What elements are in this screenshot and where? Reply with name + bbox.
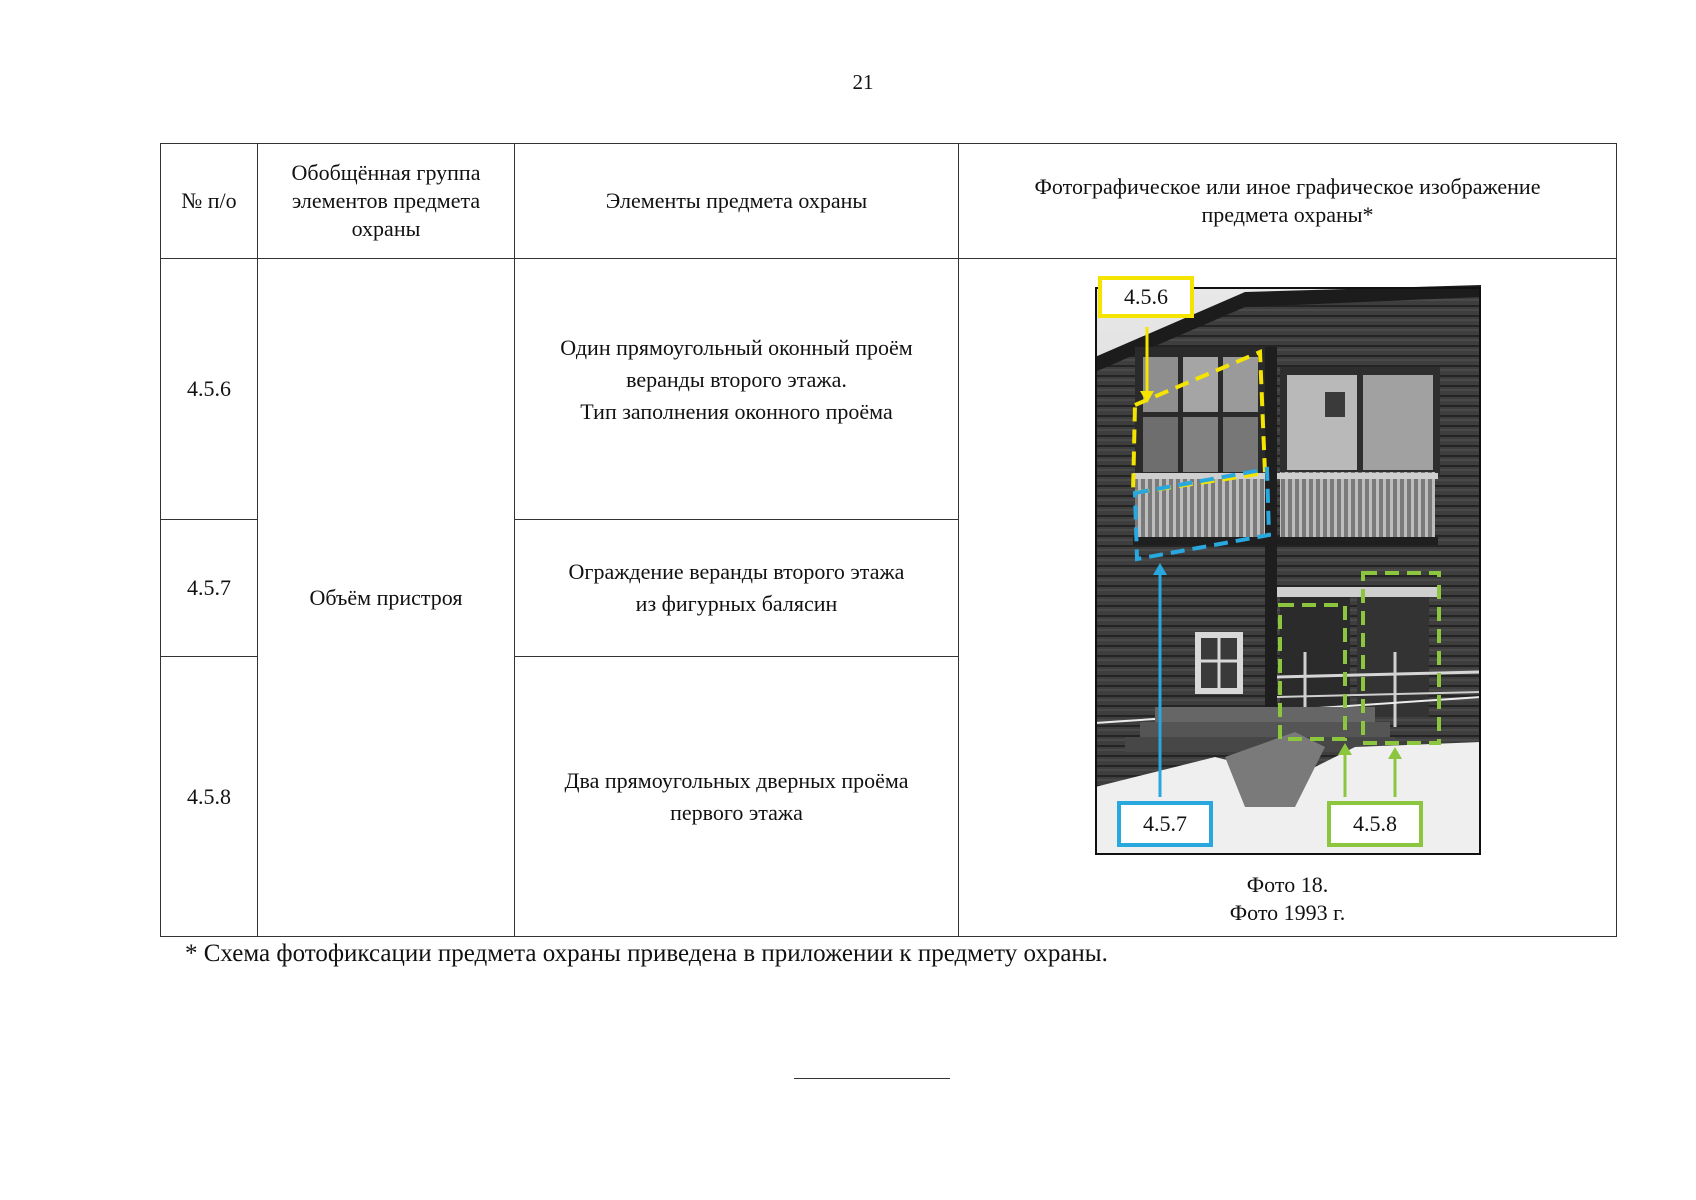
element-line: первого этажа <box>670 799 803 825</box>
group-cell: Объём пристроя <box>258 259 515 937</box>
row-number: 4.5.6 <box>161 259 258 520</box>
element-line: Тип заполнения оконного проёма <box>580 399 893 424</box>
element-line: Два прямоугольных дверных проёма <box>564 767 909 793</box>
element-cell <box>515 520 959 657</box>
element-line: Ограждение веранды второго этажа <box>568 559 905 584</box>
element-cell <box>515 259 959 520</box>
header-number: № п/о <box>161 144 258 259</box>
header-group: Обобщённая группа элементов предмета охраны <box>258 144 515 259</box>
header-image: Фотографическое или иное графическое изображение предмета охраны* <box>959 144 1617 259</box>
house-photo <box>1095 287 1481 855</box>
header-elements: Элементы предмета охраны <box>515 144 959 259</box>
caption-line: Фото 1993 г. <box>1229 900 1346 925</box>
label-4-5-8: 4.5.8 <box>1327 801 1423 847</box>
photo-caption <box>959 871 1616 927</box>
caption-line: Фото 18. <box>1246 872 1329 897</box>
table-row <box>161 259 1617 520</box>
row-number: 4.5.8 <box>161 657 258 937</box>
page-number: 21 <box>852 70 874 94</box>
table-header-row <box>161 144 1617 259</box>
row-number: 4.5.7 <box>161 520 258 657</box>
protection-table <box>160 143 1617 937</box>
label-4-5-7: 4.5.7 <box>1117 801 1213 847</box>
element-cell <box>515 657 959 937</box>
element-line: веранды второго этажа. <box>626 367 847 392</box>
photo-figure <box>1095 284 1481 855</box>
footnote: * Схема фотофиксации предмета охраны приведена в приложении к предмету охраны. <box>185 940 1108 967</box>
footer-rule <box>794 1078 950 1079</box>
element-line: из фигурных балясин <box>635 591 838 616</box>
element-line: Один прямоугольный оконный проём <box>560 335 913 360</box>
label-4-5-6: 4.5.6 <box>1098 276 1194 318</box>
photo-cell <box>959 259 1617 937</box>
